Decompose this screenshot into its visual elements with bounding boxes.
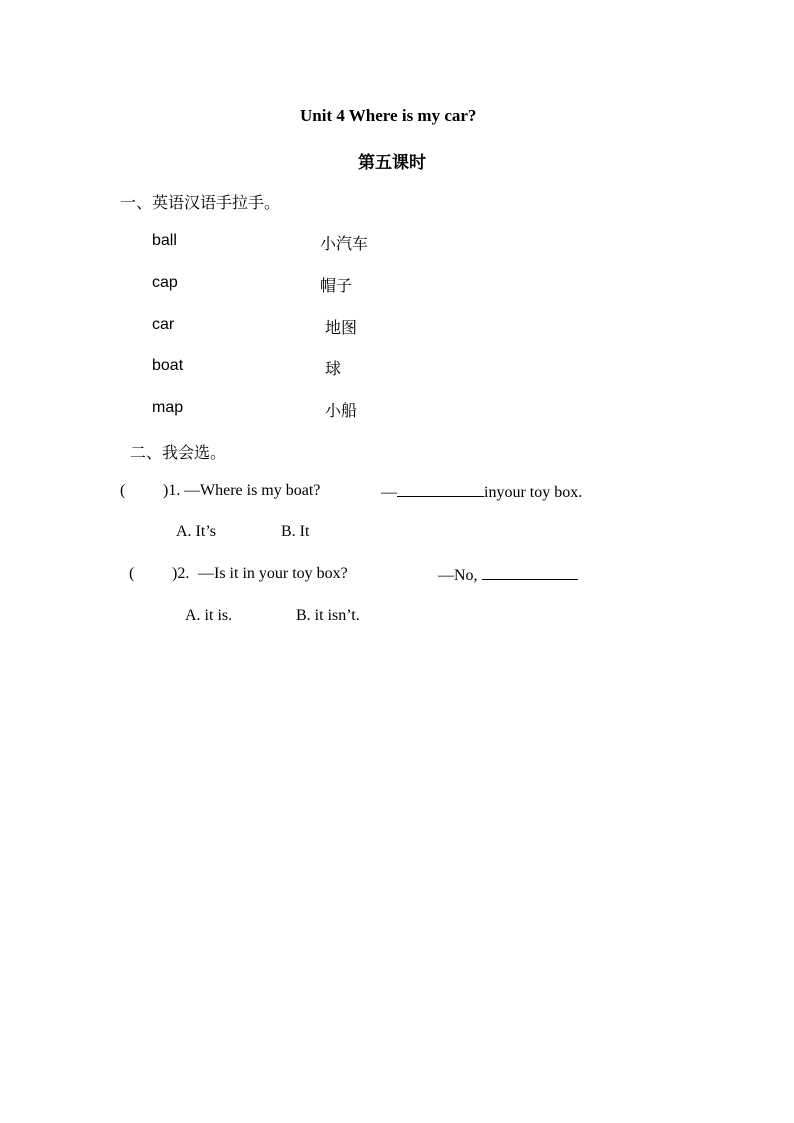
english-word: map <box>152 399 184 416</box>
question-text: —Where is my boat? <box>184 482 321 499</box>
answer-paren-open: ( <box>120 482 126 499</box>
chinese-word: 帽子 <box>320 278 353 295</box>
section2-heading: 二、我会选。 <box>130 445 227 462</box>
question-number: )2. <box>172 565 190 582</box>
answer-line <box>438 565 578 585</box>
answer-line <box>381 482 582 502</box>
answer-bracket[interactable] <box>139 565 171 585</box>
fill-blank[interactable] <box>482 565 578 580</box>
option-a: A. it is. <box>185 607 233 624</box>
english-word: ball <box>152 232 177 249</box>
chinese-word: 地图 <box>325 320 358 337</box>
question-number: )1. <box>163 482 181 499</box>
chinese-word: 小汽车 <box>320 236 369 253</box>
chinese-word: 小船 <box>325 403 358 420</box>
option-b: B. It <box>281 523 310 540</box>
answer-prefix: — <box>381 484 397 501</box>
page-title: Unit 4 Where is my car? <box>300 106 477 125</box>
answer-prefix: —No, <box>438 567 478 584</box>
answer-bracket[interactable] <box>130 482 162 502</box>
english-word: boat <box>152 357 184 374</box>
option-a: A. It’s <box>176 523 216 540</box>
fill-blank[interactable] <box>397 482 484 497</box>
english-word: cap <box>152 274 178 291</box>
answer-paren-open: ( <box>129 565 135 582</box>
option-b: B. it isn’t. <box>296 607 360 624</box>
question-text: —Is it in your toy box? <box>198 565 348 582</box>
lesson-subtitle: 第五课时 <box>358 153 426 172</box>
english-word: car <box>152 316 175 333</box>
section1-heading: 一、英语汉语手拉手。 <box>120 195 281 212</box>
chinese-word: 球 <box>325 361 342 378</box>
answer-suffix: inyour toy box. <box>484 484 583 501</box>
